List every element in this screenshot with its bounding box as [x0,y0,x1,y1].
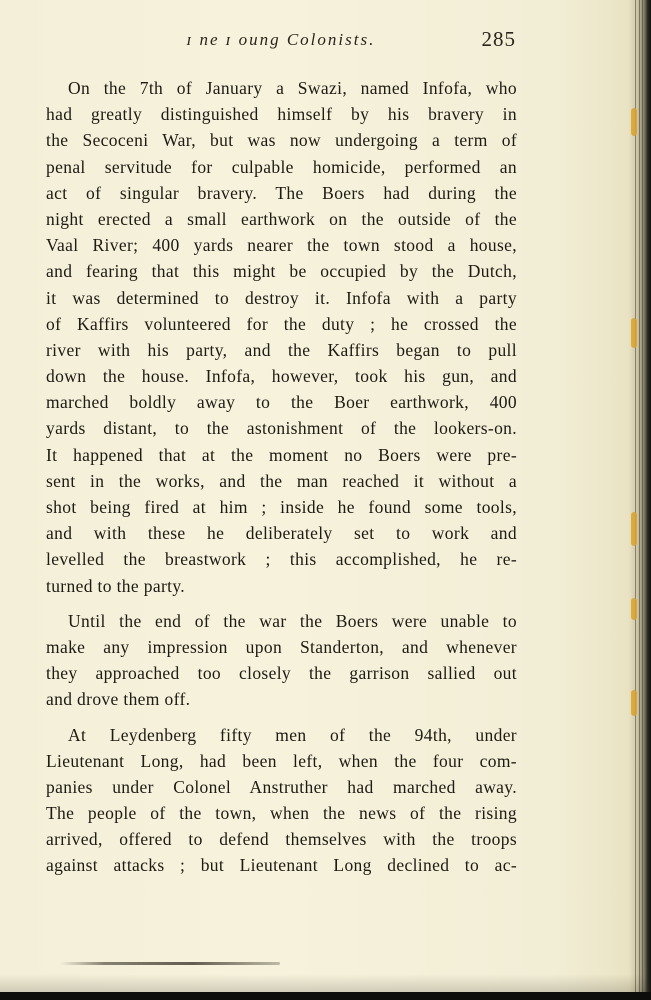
paragraph-3 [46,722,517,879]
text-line: panies under Colonel Anstruther had marched away. [46,776,517,797]
text-line: The people of the town, when the news of the rising [46,803,517,824]
text-line: sent in the works, and the man reached it without a [46,470,517,491]
text-line: night erected a small earthwork on the outside of the [46,208,517,229]
text-line: Until the end of the war the Boers were unable to [68,610,517,631]
text-line: and with these he deliberately set to work and [46,523,517,544]
text-line: marched boldly away to the Boer earthwork, 400 [46,392,517,413]
text-line: and drove them off. [46,689,191,710]
text-line: of Kaffirs volunteered for the duty ; he crossed the [46,313,517,334]
page-stack-line [639,0,640,1000]
text-line: penal servitude for culpable homicide, performed an [46,156,517,177]
edge-tab-mark [631,512,637,546]
paragraph-2 [46,608,517,713]
edge-tab-mark [631,318,637,348]
text-line: On the 7th of January a Swazi, named Infofa, who [68,78,517,98]
text-line: arrived, offered to defend themselves with the troops [46,829,517,850]
text-line: had greatly distinguished himself by his bravery in [46,104,517,125]
text-line: At Leydenberg fifty men of the 94th, under [68,724,517,745]
text-line: down the house. Infofa, however, took his gun, and [46,366,517,387]
body-text [46,75,517,888]
text-line: act of singular bravery. The Boers had during the [46,182,517,203]
text-line: levelled the breastwork ; this accomplished, he re- [46,549,517,570]
text-line: they approached too closely the garrison sallied out [46,663,517,684]
text-line: and fearing that this might be occupied by the Dutch, [46,261,517,282]
edge-tab-mark [631,598,637,620]
page-number: 285 [481,27,516,51]
text-line: Vaal River; 400 yards nearer the town stood a house, [46,235,517,256]
text-line: against attacks ; but Lieutenant Long declined to ac- [46,855,517,876]
bottom-fade [0,974,651,992]
text-line: make any impression upon Standerton, and whenever [46,636,517,657]
text-line: the Secoceni War, but was now undergoing a term of [46,130,517,151]
edge-tab-mark [631,690,637,716]
paragraph-1 [46,75,517,599]
text-line: shot being fired at him ; inside he found some tools, [46,497,517,517]
page-stack-line [635,0,636,1000]
page-stack-line [642,0,643,1000]
text-line: it was determined to destroy it. Infofa with a party [46,287,517,308]
page-edge-shadow [629,0,651,1000]
edge-tab-mark [631,108,637,136]
page-header [46,27,516,58]
text-line: turned to the party. [46,575,186,596]
text-line: It happened that at the moment no Boers were pre- [46,444,517,465]
text-line: river with his party, and the Kaffirs began to pull [46,339,517,360]
running-title: ɪ ne ɪ oung Colonists. [186,30,376,49]
text-line: yards distant, to the astonishment of the lookers-on. [46,418,517,439]
bottom-edge-shadow [0,992,651,1000]
bottom-page-smudge [60,962,280,965]
text-line: Lieutenant Long, had been left, when the four com- [46,750,517,771]
